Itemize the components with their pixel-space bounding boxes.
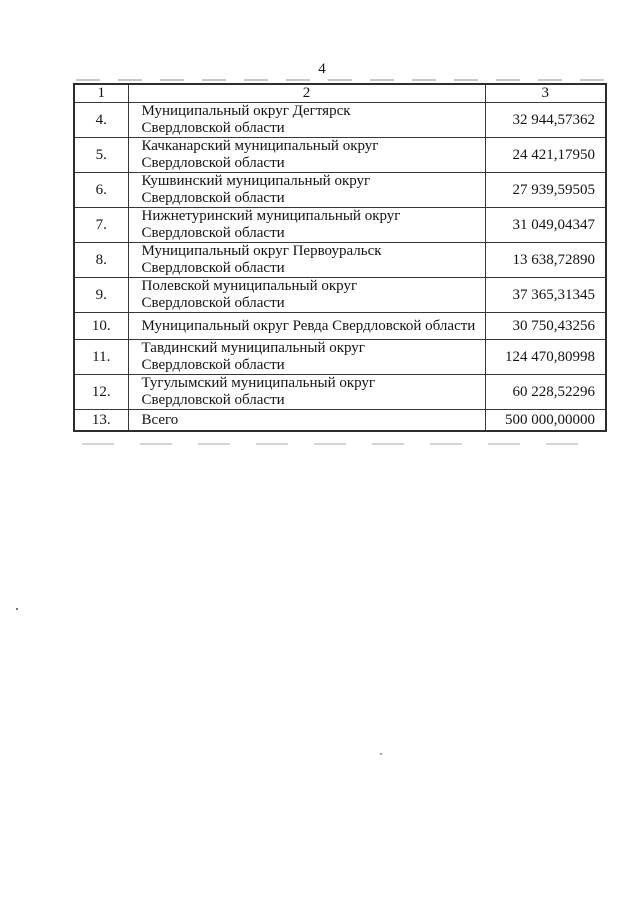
row-number: 6.: [74, 173, 128, 208]
municipality-name: [128, 313, 485, 340]
name-line-1: Тавдинский муниципальный округ: [141, 340, 365, 356]
name-line-2: Свердловской области: [141, 120, 285, 136]
row-number: 7.: [74, 208, 128, 243]
name-line-1: Муниципальный округ Ревда Свердловской области: [141, 317, 476, 334]
header-col-number: 1: [74, 84, 128, 103]
table-row: [74, 243, 606, 278]
name-line-2: Свердловской области: [141, 190, 285, 206]
name-line-2: Свердловской области: [141, 357, 285, 373]
name-line-2: Свердловской области: [141, 155, 285, 171]
name-line-2: Свердловской области: [141, 225, 285, 241]
table-row: [74, 340, 606, 375]
table-row-total: [74, 410, 606, 432]
allocation-table: [73, 83, 607, 432]
table-row: [74, 173, 606, 208]
scan-speck: [16, 608, 18, 610]
table-row: [74, 375, 606, 410]
name-line-1: Качканарский муниципальный округ: [141, 138, 379, 154]
municipality-name: [128, 278, 485, 313]
amount-value: 31 049,04347: [485, 208, 606, 243]
municipality-name: [128, 138, 485, 173]
row-number: 9.: [74, 278, 128, 313]
amount-value: 32 944,57362: [485, 103, 606, 138]
table-header-row: [74, 84, 606, 103]
table-row: [74, 208, 606, 243]
table-row: [74, 103, 606, 138]
name-line-1: Кушвинский муниципальный округ: [141, 173, 371, 189]
name-line-1: Тугулымский муниципальный округ: [141, 375, 376, 391]
scan-artifact-line: [82, 443, 598, 445]
page-number: 4: [318, 61, 326, 77]
name-line-2: Свердловской области: [141, 392, 285, 408]
row-number: 4.: [74, 103, 128, 138]
row-number: 12.: [74, 375, 128, 410]
municipality-name: [128, 375, 485, 410]
amount-value: 37 365,31345: [485, 278, 606, 313]
amount-value: 500 000,00000: [485, 410, 606, 432]
name-line-2: Свердловской области: [141, 260, 285, 276]
row-number: 5.: [74, 138, 128, 173]
row-number: 8.: [74, 243, 128, 278]
municipality-name: [128, 173, 485, 208]
name-line-1: Муниципальный округ Дегтярск: [141, 103, 351, 119]
amount-value: 30 750,43256: [485, 313, 606, 340]
row-number: 10.: [74, 313, 128, 340]
name-line-1: Всего: [141, 411, 179, 428]
municipality-name: [128, 243, 485, 278]
municipality-name: [128, 103, 485, 138]
table-row: [74, 313, 606, 340]
municipality-name: [128, 340, 485, 375]
municipality-name: [128, 208, 485, 243]
table-row: [74, 138, 606, 173]
row-number: 11.: [74, 340, 128, 375]
header-col-amount: 3: [485, 84, 606, 103]
amount-value: 13 638,72890: [485, 243, 606, 278]
scan-artifact-line: [76, 79, 604, 81]
header-col-name: 2: [128, 84, 485, 103]
amount-value: 60 228,52296: [485, 375, 606, 410]
amount-value: 124 470,80998: [485, 340, 606, 375]
name-line-2: Свердловской области: [141, 295, 285, 311]
row-number: 13.: [74, 410, 128, 432]
amount-value: 27 939,59505: [485, 173, 606, 208]
name-line-1: Нижнетуринский муниципальный округ: [141, 208, 401, 224]
table-row: [74, 278, 606, 313]
name-line-1: Полевской муниципальный округ: [141, 278, 358, 294]
scan-speck: [380, 753, 382, 755]
total-label: [128, 410, 485, 432]
name-line-1: Муниципальный округ Первоуральск: [141, 243, 382, 259]
amount-value: 24 421,17950: [485, 138, 606, 173]
